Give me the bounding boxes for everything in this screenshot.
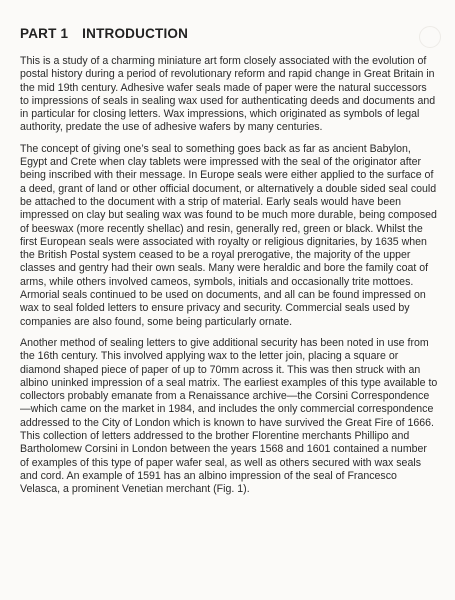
paragraph-3: Another method of sealing letters to give additional security has been noted in use from the 16th century. This involved applying wax to the letter join, placing a square or diamond shaped piece of paper of up to 70mm across it. This was then struck with an albino uninked impression of a seal matrix. The earliest examples of this type available to collectors probably emanate from a Renaissance archive—the Corsini Correspondence—which came on the market in 1984, and includes the only commercial correspondence addressed to the City of London which is known to have survived the Great Fire of 1666. This collection of letters addressed to the brother Florentine merchants Phillipo and Bartholomew Corsini in London between the years 1568 and 1601 contained a number of examples of this type of paper wafer seal, as well as others secured with wax seals and cord. An example of 1591 has an albino impression of the seal of Francesco Velasca, a prominent Venetian merchant (Fig. 1). [20,336,438,496]
paragraph-1: This is a study of a charming miniature art form closely associated with the evolution of postal history during a period of revolutionary reform and rapid change in Great Britain in the mid 19th century. Adhesive wafer seals made of paper were the natural successors to impressions of seals in sealing wax used for authenticating deeds and documents and in particular for closing letters. Wax impressions, which originated as symbols of legal authority, predate the use of adhesive wafers by many centuries. [20,55,436,134]
section-number: PART 1 [20,26,69,41]
section-title: INTRODUCTION [82,26,189,41]
section-heading [20,26,438,41]
document-page [20,26,438,505]
paragraph-2: The concept of giving one’s seal to something goes back as far as ancient Babylon, Egypt and Crete when clay tablets were impressed with the seal of the originator after being inscribed with their message. In Europe seals were either applied to the surface of a deed, grant of land or other official document, or alternatively a double sided seal could be attached to the document with a strip of material. Early seals would have been impressed on clay but sealing wax was found to be much more durable, being composed of beeswax (more recently shellac) and resin, generally red, green or black. Whilst the first European seals were associated with royalty or religious dignitaries, by 1635 when the British Postal system ceased to be a royal prerogative, the majority of the upper classes and gentry had their own seals. Many were heraldic and bore the family coat of arms, while others involved cameos, symbols, initials and occasionally trite mottoes. Armorial seals continued to be used on documents, and all can be found impressed on wax to seal folded letters to ensure privacy and security. Commercial seals used by companies are also found, some being particularly ornate. [20,142,437,328]
